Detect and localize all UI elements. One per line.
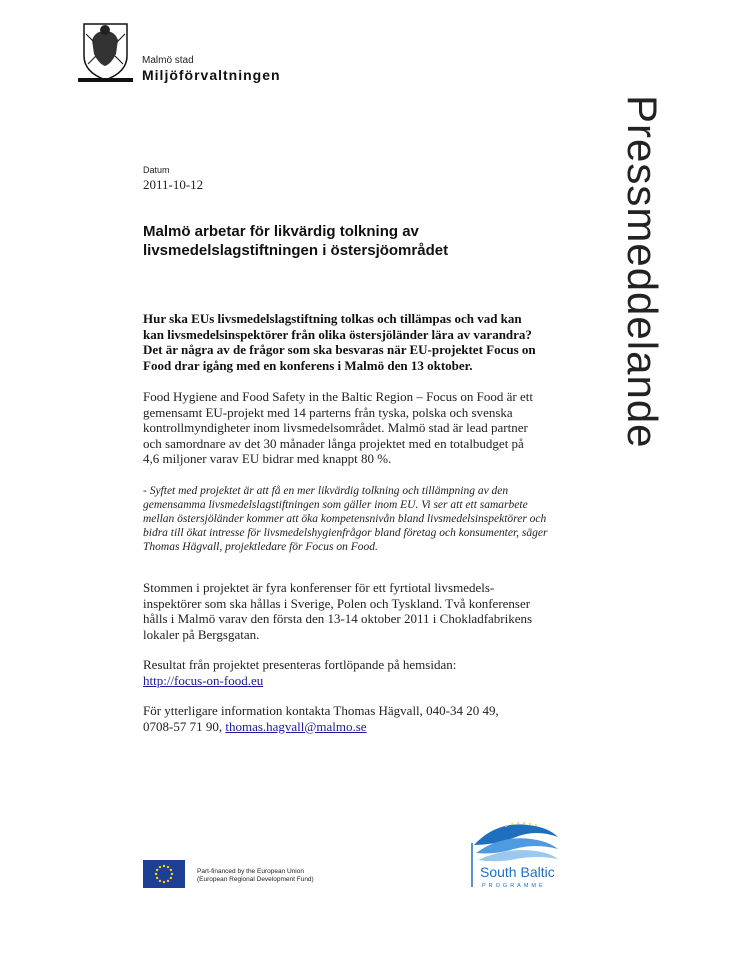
text-line: Resultat från projektet presenteras fortlöpande på hemsidan: — [143, 657, 457, 672]
department-name: Miljöförvaltningen — [142, 66, 281, 83]
date-label: Datum — [143, 165, 170, 175]
quote-paragraph — [143, 484, 563, 554]
text-line: - Syftet med projektet är att få en mer likvärdig tolkning och tillämpning av den — [143, 485, 509, 497]
program-subtitle: PROGRAMME — [482, 883, 546, 889]
text-line: kontrollmyndigheter inom livsmedelsområdet. Malmö stad är lead partner — [143, 420, 528, 435]
text-line: Hur ska EUs livsmedelslagstiftning tolkas och tillämpas och vad kan — [143, 311, 522, 326]
eu-funding-line: (European Regional Development Fund) — [197, 876, 314, 883]
title-line: livsmedelslagstiftningen i östersjöområdet — [143, 241, 449, 259]
text-line: Det är några av de frågor som ska besvaras när EU-projektet Focus on — [143, 342, 536, 357]
eu-funding-text — [197, 868, 314, 884]
text-line: Food drar igång med en konferens i Malmö den 13 oktober. — [143, 357, 473, 373]
text-line: mellan östersjöländer kommer att öka kompetensnivån bland livsmedelsinspektörer och — [143, 513, 547, 525]
body-paragraph — [143, 389, 563, 467]
website-paragraph — [143, 657, 563, 688]
text-line: lokaler på Bergsgatan. — [143, 626, 260, 642]
eu-funding-line: Part-financed by the European Union — [197, 868, 304, 875]
text-line: hålls i Malmö varav den första den 13-14 oktober 2011 i Chokladfabrikens — [143, 611, 533, 626]
date-value: 2011-10-12 — [143, 177, 204, 192]
website-link[interactable]: http://focus-on-food.eu — [143, 672, 264, 688]
email-link[interactable]: thomas.hagvall@malmo.se — [225, 718, 367, 734]
side-label-container — [612, 95, 672, 505]
lead-paragraph — [143, 311, 563, 373]
program-name: South Baltic — [480, 864, 555, 880]
contact-paragraph — [143, 703, 563, 734]
title-line: Malmö arbetar för likvärdig tolkning av — [143, 223, 419, 240]
text-line: kan livsmedelsinspektörer från olika östersjöländer lära av varandra? — [143, 326, 532, 342]
text-line: För ytterligare information kontakta Thomas Hägvall, 040-34 20 49, — [143, 703, 499, 718]
text-line: bidra till ökat intresse för livsmedelshygienfrågor bland företag och konsumenter, säger — [143, 527, 548, 539]
city-name: Malmö stad — [142, 55, 194, 66]
text-line: gemensamma livsmedelslagstiftningen som gäller inom EU. Vi ser att ett samarbete — [143, 499, 528, 511]
text-line: inspektörer som ska hållas i Sverige, Polen och Tyskland. Två konferenser — [143, 595, 531, 611]
text-line: Thomas Hägvall, projektledare för Focus on Food. — [143, 541, 378, 553]
side-label: Pressmeddelande — [619, 95, 666, 449]
phone-text: 0708-57 71 90, — [143, 718, 226, 734]
body-paragraph — [143, 580, 563, 642]
organization-name — [142, 55, 281, 83]
text-line: Stommen i projektet är fyra konferenser för ett fyrtiotal livsmedels- — [143, 580, 495, 595]
text-line: och samordnare av det 30 månader långa projektet med en totalbudget på — [143, 435, 524, 451]
eu-flag-icon — [143, 860, 185, 888]
text-line: Food Hygiene and Food Safety in the Baltic Region – Focus on Food är ett — [143, 389, 533, 404]
page-title — [143, 223, 523, 261]
south-baltic-logo — [466, 815, 566, 890]
text-line: 4,6 miljoner varav EU bidrar med knappt 80 %. — [143, 451, 392, 466]
text-line: gemensamt EU-projekt med 14 parterns från tyska, polska och svenska — [143, 404, 513, 420]
malmo-crest-logo — [78, 20, 133, 82]
